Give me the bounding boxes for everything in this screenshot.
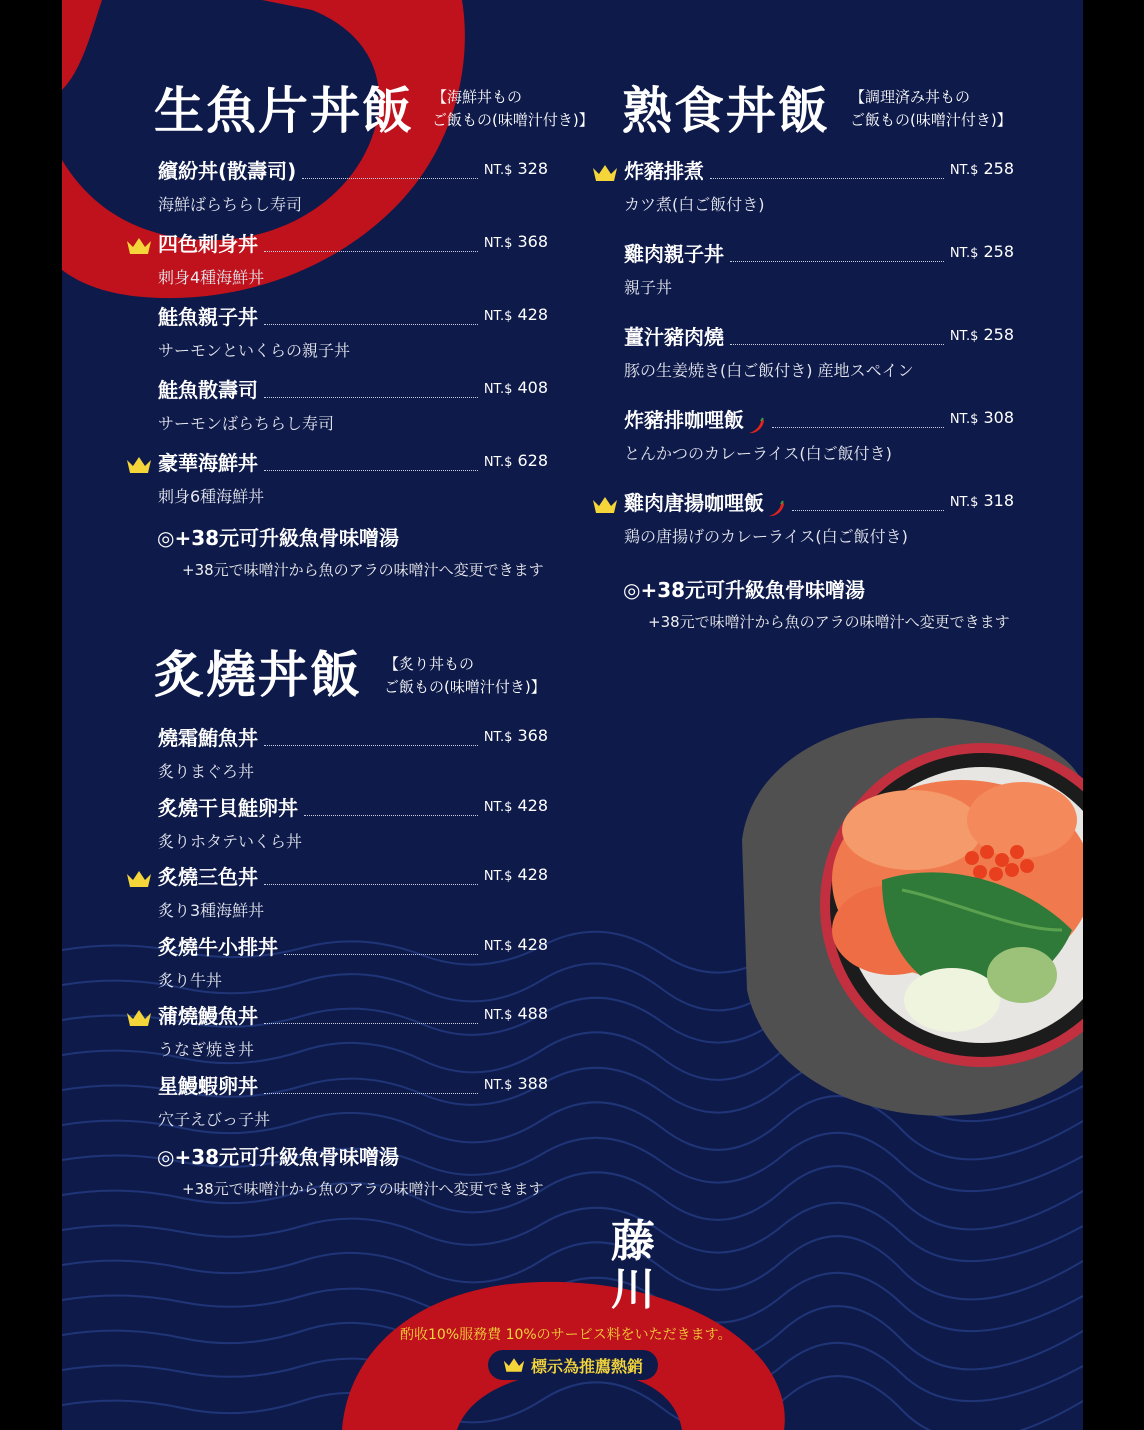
- menu-item-price: [484, 300, 548, 332]
- menu-item-name: 蒲燒鰻魚丼: [158, 1004, 258, 1028]
- currency-label: NT.$: [483, 309, 513, 324]
- price-value: 428: [517, 934, 548, 954]
- dot-leader: [284, 953, 478, 955]
- currency-label: NT.$: [949, 329, 979, 344]
- menu-item: [624, 488, 1014, 547]
- menu-item: [624, 322, 1014, 381]
- dot-leader: [264, 469, 478, 471]
- crown-icon: [503, 1357, 525, 1373]
- currency-label: NT.$: [949, 246, 979, 261]
- menu-item: [624, 156, 1014, 215]
- menu-item-price: [484, 1069, 548, 1101]
- menu-item-name: 燒霜鮪魚丼: [158, 726, 258, 750]
- section-subtitle-sashimi: 【海鮮丼もの ご飯もの(味噌汁付き)】: [432, 88, 594, 129]
- legend-label: 標示為推薦熱銷: [530, 1356, 643, 1376]
- menu-item-name: 薑汁豬肉燒: [624, 325, 724, 349]
- salmon-bowl-illustration: [742, 718, 1083, 1116]
- dot-leader: [304, 814, 478, 816]
- section-title-sashimi: 生魚片丼飯: [154, 82, 414, 140]
- menu-item-japanese: 鶏の唐揚げのカレーライス(白ご飯付き): [624, 527, 908, 546]
- menu-item-price: [950, 403, 1014, 435]
- currency-label: NT.$: [483, 1008, 513, 1023]
- price-value: 408: [517, 378, 548, 397]
- brand-logo: 藤川: [611, 1216, 655, 1315]
- price-value: 368: [517, 726, 548, 745]
- dot-leader: [264, 396, 478, 398]
- crown-icon: [126, 870, 152, 888]
- menu-item-price: [484, 860, 548, 892]
- menu-item-japanese: 炙りホタテいくら丼: [158, 831, 303, 851]
- dot-leader: [772, 426, 944, 428]
- dot-leader: [302, 177, 478, 179]
- price-value: 368: [517, 232, 548, 251]
- upgrade-note-ja-aburi: +38元で味噌汁から魚のアラの味噌汁へ変更できます: [182, 1180, 544, 1198]
- menu-item-name: 雞肉唐揚咖哩飯: [624, 491, 764, 515]
- price-value: 328: [517, 159, 548, 178]
- menu-item: [624, 405, 1014, 464]
- menu-item: [158, 302, 548, 361]
- menu-item-japanese: 海鮮ばらちらし寿司: [158, 195, 303, 214]
- upgrade-note-sashimi: ◎+38元可升級魚骨味噌湯: [157, 526, 400, 550]
- dot-leader: [264, 250, 478, 252]
- menu-item-name: 星鰻蝦卵丼: [158, 1073, 258, 1098]
- menu-item-name: 豪華海鮮丼: [158, 451, 258, 475]
- menu-item-japanese: とんかつのカレーライス(白ご飯付き): [624, 444, 892, 463]
- menu-item-japanese: 豚の生姜焼き(白ご飯付き) 産地スペイン: [624, 361, 914, 380]
- menu-item-price: [950, 237, 1014, 269]
- dot-leader: [730, 260, 944, 262]
- menu-item: [158, 723, 548, 782]
- menu-item-japanese: カツ煮(白ご飯付き): [624, 195, 765, 214]
- currency-label: NT.$: [483, 382, 513, 397]
- menu-item: [158, 793, 548, 852]
- menu-item-price: [484, 999, 548, 1031]
- price-value: 258: [983, 242, 1014, 261]
- currency-label: NT.$: [949, 412, 979, 427]
- menu-item-japanese: 刺身4種海鮮丼: [158, 268, 265, 287]
- currency-label: NT.$: [483, 869, 513, 884]
- menu-item-japanese: 炙り3種海鮮丼: [158, 901, 265, 920]
- crown-icon: [592, 496, 618, 514]
- dot-leader: [730, 343, 944, 345]
- menu-item-name: 炙燒牛小排丼: [158, 934, 278, 959]
- menu-item-japanese: サーモンばらちらし寿司: [158, 414, 335, 433]
- menu-item-price: [950, 154, 1014, 186]
- currency-label: NT.$: [483, 236, 513, 251]
- service-charge-note: 酌收10%服務費 10%のサービス料をいただきます。: [400, 1327, 732, 1343]
- menu-item-price: [484, 373, 548, 405]
- menu-item-price: [484, 154, 548, 186]
- menu-item: [158, 375, 548, 434]
- price-value: 318: [983, 491, 1014, 510]
- price-value: 388: [517, 1073, 548, 1093]
- menu-item-price: [484, 791, 548, 823]
- menu-item-japanese: うなぎ焼き丼: [158, 1040, 255, 1059]
- menu-item-japanese: 親子丼: [624, 278, 673, 297]
- section-subtitle-cooked: 【調理済み丼もの ご飯もの(味噌汁付き)】: [850, 88, 1012, 129]
- upgrade-note-aburi: ◎+38元可升級魚骨味噌湯: [157, 1145, 400, 1169]
- currency-label: NT.$: [949, 495, 979, 510]
- dot-leader: [710, 177, 944, 179]
- menu-item-price: [484, 721, 548, 753]
- menu-item: [158, 862, 548, 921]
- menu-item-japanese: 刺身6種海鮮丼: [158, 487, 265, 506]
- currency-label: NT.$: [483, 938, 513, 954]
- menu-item-japanese: 炙り牛丼: [158, 970, 223, 990]
- menu-item-name: 雞肉親子丼: [624, 242, 724, 266]
- menu-item-name: 鮭魚散壽司: [158, 378, 258, 402]
- dot-leader: [264, 744, 478, 746]
- menu-item: [624, 239, 1014, 298]
- crown-icon: [126, 237, 152, 255]
- menu-item-name: 炸豬排煮: [624, 159, 704, 183]
- currency-label: NT.$: [483, 455, 513, 470]
- upgrade-note-ja-cooked: +38元で味噌汁から魚のアラの味噌汁へ変更できます: [648, 613, 1010, 631]
- currency-label: NT.$: [483, 730, 513, 745]
- upgrade-note-ja-sashimi: +38元で味噌汁から魚のアラの味噌汁へ変更できます: [182, 561, 544, 579]
- menu-item: [158, 229, 548, 288]
- crown-icon: [126, 456, 152, 474]
- menu-item: [158, 1071, 548, 1130]
- currency-label: NT.$: [483, 163, 513, 178]
- menu-item-price: [484, 446, 548, 478]
- dot-leader: [264, 323, 478, 325]
- menu-item-price: [950, 320, 1014, 352]
- dot-leader: [264, 1022, 478, 1024]
- price-value: 428: [517, 305, 548, 324]
- menu-item-name: 炙燒三色丼: [158, 865, 258, 889]
- section-subtitle-aburi: 【炙り丼もの ご飯もの(味噌汁付き)】: [384, 655, 546, 696]
- menu-item-name: 四色刺身丼: [158, 232, 258, 256]
- menu-item-price: [484, 227, 548, 259]
- crown-icon: [126, 1009, 152, 1027]
- menu-item: [158, 1001, 548, 1060]
- menu-item-japanese: 穴子えびっ子丼: [158, 1109, 271, 1129]
- dot-leader: [792, 509, 944, 511]
- price-value: 488: [517, 1004, 548, 1023]
- legend-badge: [488, 1350, 658, 1380]
- menu-item: [158, 156, 548, 215]
- price-value: 628: [517, 451, 548, 470]
- menu-item-price: [484, 930, 548, 962]
- currency-label: NT.$: [483, 799, 513, 815]
- chili-icon: [766, 500, 786, 518]
- price-value: 258: [983, 325, 1014, 344]
- menu-item-japanese: サーモンといくらの親子丼: [158, 341, 351, 360]
- price-value: 258: [983, 159, 1014, 178]
- price-value: 428: [517, 865, 548, 884]
- menu-item: [158, 448, 548, 507]
- crown-icon: [592, 164, 618, 182]
- menu-item: [158, 932, 548, 991]
- price-value: 428: [517, 795, 548, 815]
- menu-item-japanese: 炙りまぐろ丼: [158, 762, 255, 781]
- dot-leader: [264, 883, 478, 885]
- menu-item-name: 炸豬排咖哩飯: [624, 408, 744, 432]
- price-value: 308: [983, 408, 1014, 427]
- menu-item-name: 鮭魚親子丼: [158, 305, 258, 329]
- section-title-aburi: 炙燒丼飯: [154, 646, 362, 704]
- upgrade-note-cooked: ◎+38元可升級魚骨味噌湯: [623, 578, 866, 602]
- section-title-cooked: 熟食丼飯: [622, 82, 830, 140]
- menu-item-name: 炙燒干貝鮭卵丼: [158, 795, 298, 820]
- currency-label: NT.$: [483, 1077, 513, 1093]
- currency-label: NT.$: [949, 163, 979, 178]
- menu-item-name: 繽紛丼(散壽司): [158, 159, 297, 183]
- dot-leader: [264, 1092, 478, 1094]
- menu-item-price: [950, 486, 1014, 518]
- chili-icon: [746, 417, 766, 435]
- menu-page: [62, 0, 1083, 1430]
